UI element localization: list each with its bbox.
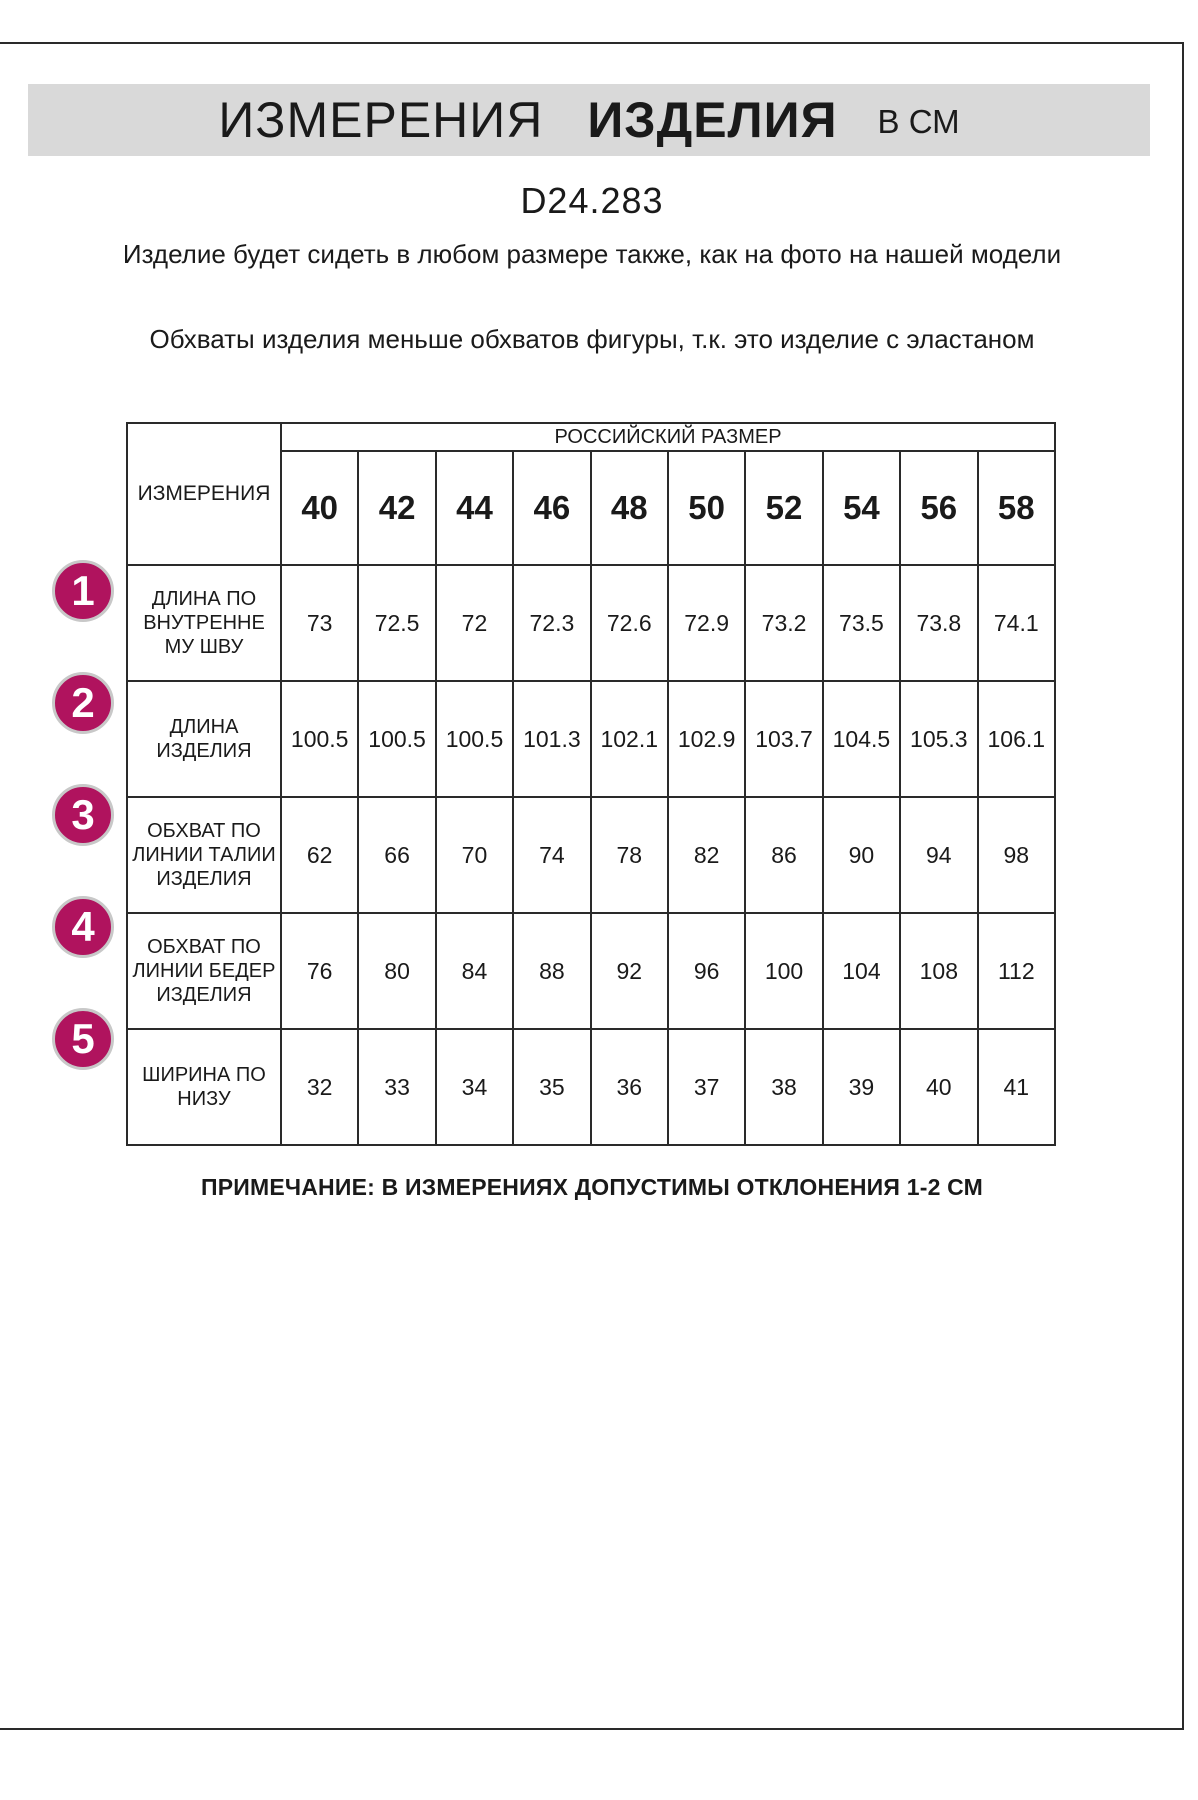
table-cell: 103.7 xyxy=(745,681,822,797)
table-cell: 106.1 xyxy=(978,681,1056,797)
table-cell: 41 xyxy=(978,1029,1056,1145)
table-cell: 38 xyxy=(745,1029,822,1145)
size-header-44: 44 xyxy=(436,451,513,565)
elastane-note: Обхваты изделия меньше обхватов фигуры, т.к. это изделие с эластаном xyxy=(149,324,1035,354)
table-header-row xyxy=(127,423,1055,451)
size-header-58: 58 xyxy=(978,451,1056,565)
product-code: D24.283 xyxy=(520,180,664,221)
table-cell: 72.6 xyxy=(591,565,668,681)
size-header-46: 46 xyxy=(513,451,590,565)
table-cell: 90 xyxy=(823,797,900,913)
table-cell: 98 xyxy=(978,797,1056,913)
size-header-42: 42 xyxy=(358,451,435,565)
table-cell: 100 xyxy=(745,913,822,1029)
table-cell: 86 xyxy=(745,797,822,913)
measurements-header: ИЗМЕРЕНИЯ xyxy=(127,423,281,565)
table-cell: 34 xyxy=(436,1029,513,1145)
table-row xyxy=(127,913,1055,1029)
table-cell: 66 xyxy=(358,797,435,913)
table-cell: 72 xyxy=(436,565,513,681)
size-header-50: 50 xyxy=(668,451,745,565)
title-regular: ИЗМЕРЕНИЯ xyxy=(218,92,544,148)
row-label: ДЛИНА ПО ВНУТРЕННЕ МУ ШВУ xyxy=(127,565,281,681)
title-band xyxy=(28,84,1150,156)
size-header-54: 54 xyxy=(823,451,900,565)
size-header-40: 40 xyxy=(281,451,358,565)
row-label: ОБХВАТ ПО ЛИНИИ БЕДЕР ИЗДЕЛИЯ xyxy=(127,913,281,1029)
table-cell: 37 xyxy=(668,1029,745,1145)
row-number-badge: 5 xyxy=(52,1008,114,1070)
table-cell: 102.1 xyxy=(591,681,668,797)
table-cell: 104 xyxy=(823,913,900,1029)
table-cell: 33 xyxy=(358,1029,435,1145)
size-system-header: РОССИЙСКИЙ РАЗМЕР xyxy=(281,423,1055,451)
tolerance-note: ПРИМЕЧАНИЕ: В ИЗМЕРЕНИЯХ ДОПУСТИМЫ ОТКЛОНЕНИЯ 1-2 СМ xyxy=(200,1174,984,1200)
fit-note: Изделие будет сидеть в любом размере также, как на фото на нашей модели xyxy=(122,239,1062,269)
table-cell: 74.1 xyxy=(978,565,1056,681)
row-label: ОБХВАТ ПО ЛИНИИ ТАЛИИ ИЗДЕЛИЯ xyxy=(127,797,281,913)
table-cell: 100.5 xyxy=(281,681,358,797)
size-table xyxy=(126,422,1056,1146)
table-cell: 92 xyxy=(591,913,668,1029)
row-label: ШИРИНА ПО НИЗУ xyxy=(127,1029,281,1145)
size-header-48: 48 xyxy=(591,451,668,565)
row-number-badge: 3 xyxy=(52,784,114,846)
table-cell: 94 xyxy=(900,797,977,913)
row-number-badge: 2 xyxy=(52,672,114,734)
table-cell: 102.9 xyxy=(668,681,745,797)
table-cell: 73.5 xyxy=(823,565,900,681)
table-cell: 84 xyxy=(436,913,513,1029)
table-cell: 108 xyxy=(900,913,977,1029)
table-cell: 70 xyxy=(436,797,513,913)
table-cell: 80 xyxy=(358,913,435,1029)
table-cell: 112 xyxy=(978,913,1056,1029)
table-cell: 88 xyxy=(513,913,590,1029)
row-label: ДЛИНА ИЗДЕЛИЯ xyxy=(127,681,281,797)
table-cell: 73.2 xyxy=(745,565,822,681)
table-cell: 36 xyxy=(591,1029,668,1145)
table-cell: 76 xyxy=(281,913,358,1029)
table-cell: 73.8 xyxy=(900,565,977,681)
table-cell: 72.5 xyxy=(358,565,435,681)
table-cell: 35 xyxy=(513,1029,590,1145)
table-cell: 32 xyxy=(281,1029,358,1145)
table-row xyxy=(127,1029,1055,1145)
table-row xyxy=(127,797,1055,913)
table-cell: 82 xyxy=(668,797,745,913)
title-unit: В СМ xyxy=(877,103,960,140)
table-cell: 101.3 xyxy=(513,681,590,797)
table-cell: 73 xyxy=(281,565,358,681)
table-cell: 96 xyxy=(668,913,745,1029)
table-cell: 100.5 xyxy=(436,681,513,797)
table-cell: 78 xyxy=(591,797,668,913)
table-cell: 100.5 xyxy=(358,681,435,797)
row-number-badge: 1 xyxy=(52,560,114,622)
table-cell: 72.9 xyxy=(668,565,745,681)
table-row xyxy=(127,681,1055,797)
table-cell: 62 xyxy=(281,797,358,913)
table-cell: 74 xyxy=(513,797,590,913)
table-cell: 39 xyxy=(823,1029,900,1145)
size-header-52: 52 xyxy=(745,451,822,565)
size-header-56: 56 xyxy=(900,451,977,565)
table-cell: 72.3 xyxy=(513,565,590,681)
table-cell: 40 xyxy=(900,1029,977,1145)
title-bold: ИЗДЕЛИЯ xyxy=(587,92,838,148)
table-row xyxy=(127,565,1055,681)
row-number-badge: 4 xyxy=(52,896,114,958)
table-cell: 104.5 xyxy=(823,681,900,797)
table-cell: 105.3 xyxy=(900,681,977,797)
